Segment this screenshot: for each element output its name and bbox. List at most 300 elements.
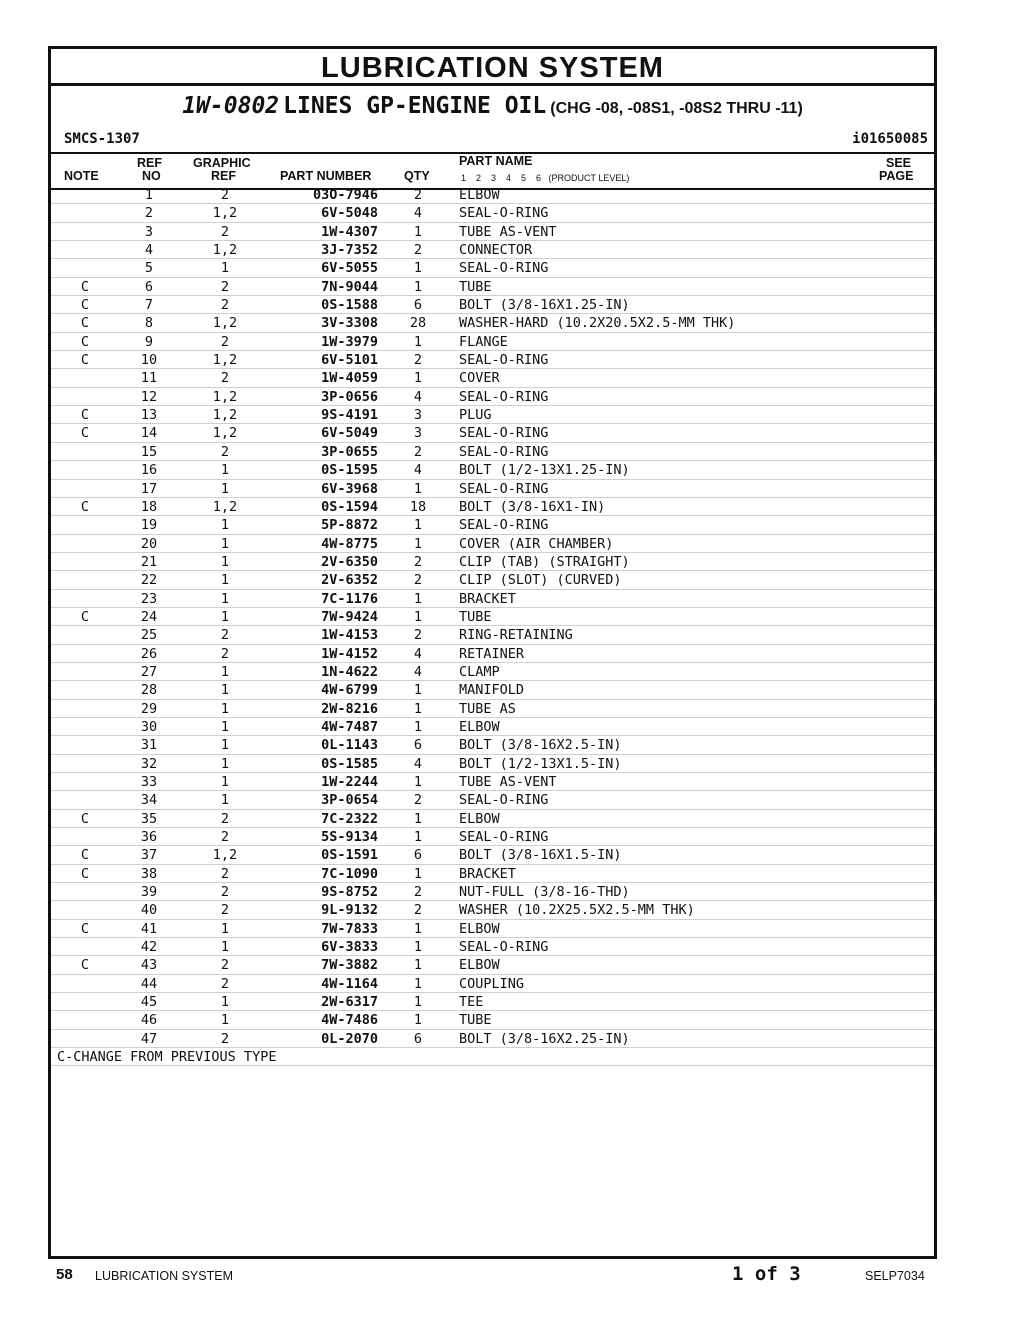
graphic-ref-cell: 1 xyxy=(220,572,230,589)
table-row xyxy=(51,1030,934,1048)
part-name-cell: COUPLING xyxy=(459,975,525,992)
part-name-cell: COVER (AIR CHAMBER) xyxy=(459,535,614,552)
header-qty: QTY xyxy=(404,169,430,183)
part-number-cell: 6V-5048 xyxy=(321,205,378,222)
qty-cell: 18 xyxy=(409,498,427,515)
qty-cell: 1 xyxy=(413,829,423,846)
table-row xyxy=(51,883,934,901)
part-number-cell: 0S-1594 xyxy=(321,498,378,515)
graphic-ref-cell: 2 xyxy=(220,443,230,460)
table-row xyxy=(51,663,934,681)
part-number-cell: 9L-9132 xyxy=(321,902,378,919)
qty-cell: 2 xyxy=(413,902,423,919)
part-name-cell: PLUG xyxy=(459,407,492,424)
header-graphic-top: GRAPHIC xyxy=(193,156,251,170)
note-cell: C xyxy=(80,498,90,515)
ref-no-cell: 39 xyxy=(140,884,158,901)
part-name-cell: SEAL-O-RING xyxy=(459,260,549,277)
ref-no-cell: 11 xyxy=(140,370,158,387)
table-row xyxy=(51,718,934,736)
qty-cell: 1 xyxy=(413,590,423,607)
part-number-cell: 6V-5101 xyxy=(321,352,378,369)
table-row xyxy=(51,901,934,919)
table-row xyxy=(51,1011,934,1029)
part-name-cell: SEAL-O-RING xyxy=(459,425,549,442)
ref-no-cell: 45 xyxy=(140,994,158,1011)
qty-cell: 1 xyxy=(413,608,423,625)
part-name-cell: BOLT (3/8-16X2.5-IN) xyxy=(459,737,622,754)
graphic-ref-cell: 1 xyxy=(220,939,230,956)
part-name-cell: BOLT (1/2-13X1.25-IN) xyxy=(459,462,630,479)
part-number-cell: 3P-0655 xyxy=(321,443,378,460)
qty-cell: 6 xyxy=(413,297,423,314)
part-number-cell: 1W-4152 xyxy=(321,645,378,662)
table-row xyxy=(51,736,934,754)
qty-cell: 4 xyxy=(413,755,423,772)
qty-cell: 1 xyxy=(413,810,423,827)
ref-no-cell: 34 xyxy=(140,792,158,809)
graphic-ref-cell: 2 xyxy=(220,370,230,387)
part-name-cell: SEAL-O-RING xyxy=(459,443,549,460)
graphic-ref-cell: 2 xyxy=(220,957,230,974)
part-number-cell: 9S-4191 xyxy=(321,407,378,424)
ref-no-cell: 23 xyxy=(140,590,158,607)
graphic-ref-cell: 2 xyxy=(220,902,230,919)
part-number-cell: 03O-7946 xyxy=(312,187,378,203)
ref-no-cell: 33 xyxy=(140,774,158,790)
part-number-cell: 6V-5049 xyxy=(321,425,378,442)
note-cell: C xyxy=(80,847,90,864)
table-row xyxy=(51,956,934,974)
note-cell: C xyxy=(80,315,90,332)
ref-no-cell: 21 xyxy=(140,553,158,570)
note-cell: C xyxy=(80,608,90,625)
table-row xyxy=(51,461,934,479)
note-cell: C xyxy=(80,352,90,369)
part-name-cell: MANIFOLD xyxy=(459,682,525,699)
part-name-cell: TEE xyxy=(459,994,484,1011)
table-row xyxy=(51,204,934,222)
section-title: LUBRICATION SYSTEM xyxy=(51,49,934,86)
table-row xyxy=(51,590,934,608)
qty-cell: 2 xyxy=(413,443,423,460)
part-name-cell: CONNECTOR xyxy=(459,242,533,259)
ref-no-cell: 10 xyxy=(140,352,158,369)
part-name-cell: TUBE xyxy=(459,608,492,625)
qty-cell: 1 xyxy=(413,260,423,277)
table-row xyxy=(51,516,934,534)
ref-no-cell: 14 xyxy=(140,425,158,442)
graphic-ref-cell: 2 xyxy=(220,223,230,240)
ref-no-cell: 1 xyxy=(144,187,154,203)
footer-section: LUBRICATION SYSTEM xyxy=(95,1269,233,1283)
part-name-cell: WASHER-HARD (10.2X20.5X2.5-MM THK) xyxy=(459,315,736,332)
ref-no-cell: 30 xyxy=(140,718,158,735)
table-row xyxy=(51,571,934,589)
ref-no-cell: 17 xyxy=(140,480,158,497)
ref-no-cell: 12 xyxy=(140,388,158,405)
part-number-cell: 0S-1585 xyxy=(321,755,378,772)
part-name-cell: SEAL-O-RING xyxy=(459,480,549,497)
part-name-cell: BOLT (3/8-16X2.25-IN) xyxy=(459,1030,630,1047)
smcs-code: SMCS-1307 xyxy=(64,131,140,147)
part-name-cell: ELBOW xyxy=(459,718,500,735)
graphic-ref-cell: 1 xyxy=(220,994,230,1011)
part-name-cell: WASHER (10.2X25.5X2.5-MM THK) xyxy=(459,902,695,919)
ref-no-cell: 42 xyxy=(140,939,158,956)
graphic-ref-cell: 1,2 xyxy=(212,352,238,369)
header-ref-bottom: NO xyxy=(142,169,161,183)
qty-cell: 6 xyxy=(413,737,423,754)
table-row xyxy=(51,406,934,424)
part-name-cell: SEAL-O-RING xyxy=(459,517,549,534)
graphic-ref-cell: 1 xyxy=(220,774,230,790)
qty-cell: 1 xyxy=(413,939,423,956)
part-number-cell: 9S-8752 xyxy=(321,884,378,901)
qty-cell: 3 xyxy=(413,425,423,442)
ref-no-cell: 47 xyxy=(140,1030,158,1047)
ref-no-cell: 6 xyxy=(144,278,154,295)
qty-cell: 1 xyxy=(413,370,423,387)
parts-table xyxy=(51,186,934,1066)
graphic-ref-cell: 1 xyxy=(220,663,230,680)
part-number-cell: 1W-3979 xyxy=(321,333,378,350)
ref-no-cell: 25 xyxy=(140,627,158,644)
part-name-cell: SEAL-O-RING xyxy=(459,829,549,846)
table-row xyxy=(51,498,934,516)
part-name-cell: SEAL-O-RING xyxy=(459,939,549,956)
table-row xyxy=(51,846,934,864)
part-number-cell: 6V-3833 xyxy=(321,939,378,956)
graphic-ref-cell: 2 xyxy=(220,187,230,203)
header-graphic-bottom: REF xyxy=(211,169,236,183)
qty-cell: 1 xyxy=(413,957,423,974)
graphic-ref-cell: 2 xyxy=(220,333,230,350)
table-row xyxy=(51,424,934,442)
sheet-indicator: 1 of 3 xyxy=(732,1263,801,1285)
graphic-ref-cell: 1,2 xyxy=(212,498,238,515)
part-number-cell: 1W-2244 xyxy=(321,774,378,790)
qty-cell: 28 xyxy=(409,315,427,332)
part-number-cell: 6V-5055 xyxy=(321,260,378,277)
ref-no-cell: 8 xyxy=(144,315,154,332)
ref-no-cell: 16 xyxy=(140,462,158,479)
table-row xyxy=(51,828,934,846)
graphic-ref-cell: 1 xyxy=(220,792,230,809)
ref-no-cell: 5 xyxy=(144,260,154,277)
part-name-cell: SEAL-O-RING xyxy=(459,792,549,809)
ref-no-cell: 2 xyxy=(144,205,154,222)
part-number-cell: 2W-8216 xyxy=(321,700,378,717)
graphic-ref-cell: 2 xyxy=(220,810,230,827)
qty-cell: 1 xyxy=(413,333,423,350)
qty-cell: 4 xyxy=(413,205,423,222)
part-number-cell: 4W-6799 xyxy=(321,682,378,699)
part-number-cell: 1W-4307 xyxy=(321,223,378,240)
ref-no-cell: 29 xyxy=(140,700,158,717)
table-row xyxy=(51,791,934,809)
part-name-cell: COVER xyxy=(459,370,500,387)
graphic-ref-cell: 1 xyxy=(220,920,230,937)
graphic-ref-cell: 1 xyxy=(220,718,230,735)
qty-cell: 1 xyxy=(413,480,423,497)
table-row xyxy=(51,810,934,828)
part-number-cell: 0L-2070 xyxy=(321,1030,378,1047)
part-number-cell: 2V-6352 xyxy=(321,572,378,589)
ref-no-cell: 31 xyxy=(140,737,158,754)
table-row xyxy=(51,314,934,332)
table-row xyxy=(51,369,934,387)
group-name: LINES GP-ENGINE OIL xyxy=(283,93,547,119)
qty-cell: 4 xyxy=(413,645,423,662)
qty-cell: 4 xyxy=(413,663,423,680)
table-row xyxy=(51,278,934,296)
part-name-cell: TUBE AS-VENT xyxy=(459,774,557,790)
ref-no-cell: 19 xyxy=(140,517,158,534)
header-product-levels: 1 2 3 4 5 6 (PRODUCT LEVEL) xyxy=(461,173,630,183)
graphic-ref-cell: 1 xyxy=(220,260,230,277)
header-part-name: PART NAME xyxy=(459,154,533,168)
part-name-cell: BRACKET xyxy=(459,865,516,882)
part-name-cell: NUT-FULL (3/8-16-THD) xyxy=(459,884,630,901)
qty-cell: 2 xyxy=(413,553,423,570)
part-number-cell: 3P-0656 xyxy=(321,388,378,405)
part-number-cell: 0S-1588 xyxy=(321,297,378,314)
part-number-cell: 7W-9424 xyxy=(321,608,378,625)
part-number-cell: 4W-8775 xyxy=(321,535,378,552)
table-header xyxy=(51,152,934,190)
part-name-cell: RETAINER xyxy=(459,645,525,662)
part-number-cell: 4W-7487 xyxy=(321,718,378,735)
table-row xyxy=(51,755,934,773)
graphic-ref-cell: 1 xyxy=(220,755,230,772)
qty-cell: 3 xyxy=(413,407,423,424)
table-row xyxy=(51,865,934,883)
ref-no-cell: 26 xyxy=(140,645,158,662)
illustration-id: i01650085 xyxy=(852,131,928,147)
graphic-ref-cell: 2 xyxy=(220,645,230,662)
ref-no-cell: 40 xyxy=(140,902,158,919)
group-number: 1W-0802 xyxy=(182,93,280,119)
qty-cell: 1 xyxy=(413,682,423,699)
table-row xyxy=(51,645,934,663)
qty-cell: 1 xyxy=(413,535,423,552)
ref-no-cell: 46 xyxy=(140,1012,158,1029)
qty-cell: 1 xyxy=(413,994,423,1011)
part-number-cell: 7N-9044 xyxy=(321,278,378,295)
part-number-cell: 0L-1143 xyxy=(321,737,378,754)
graphic-ref-cell: 2 xyxy=(220,829,230,846)
note-cell: C xyxy=(80,920,90,937)
ref-no-cell: 27 xyxy=(140,663,158,680)
graphic-ref-cell: 1,2 xyxy=(212,315,238,332)
ref-no-cell: 3 xyxy=(144,223,154,240)
part-number-cell: 0S-1595 xyxy=(321,462,378,479)
ref-no-cell: 15 xyxy=(140,443,158,460)
graphic-ref-cell: 1 xyxy=(220,535,230,552)
graphic-ref-cell: 1 xyxy=(220,553,230,570)
qty-cell: 1 xyxy=(413,865,423,882)
part-number-cell: 7C-1090 xyxy=(321,865,378,882)
graphic-ref-cell: 1 xyxy=(220,682,230,699)
graphic-ref-cell: 1,2 xyxy=(212,847,238,864)
table-row xyxy=(51,259,934,277)
graphic-ref-cell: 1 xyxy=(220,462,230,479)
part-name-cell: BOLT (3/8-16X1.5-IN) xyxy=(459,847,622,864)
part-name-cell: CLIP (SLOT) (CURVED) xyxy=(459,572,622,589)
note-cell: C xyxy=(80,810,90,827)
graphic-ref-cell: 2 xyxy=(220,1030,230,1047)
table-row xyxy=(51,333,934,351)
part-number-cell: 4W-7486 xyxy=(321,1012,378,1029)
graphic-ref-cell: 2 xyxy=(220,975,230,992)
group-heading xyxy=(51,93,934,119)
part-name-cell: TUBE AS-VENT xyxy=(459,223,557,240)
change-footnote: C-CHANGE FROM PREVIOUS TYPE xyxy=(51,1048,934,1066)
part-number-cell: 6V-3968 xyxy=(321,480,378,497)
table-row xyxy=(51,443,934,461)
table-row xyxy=(51,241,934,259)
ref-no-cell: 41 xyxy=(140,920,158,937)
ref-no-cell: 35 xyxy=(140,810,158,827)
part-name-cell: TUBE xyxy=(459,278,492,295)
part-number-cell: 7C-1176 xyxy=(321,590,378,607)
graphic-ref-cell: 1 xyxy=(220,608,230,625)
header-part-number: PART NUMBER xyxy=(280,169,372,183)
table-row xyxy=(51,553,934,571)
part-name-cell: TUBE AS xyxy=(459,700,516,717)
part-number-cell: 1W-4059 xyxy=(321,370,378,387)
note-cell: C xyxy=(80,407,90,424)
ref-no-cell: 13 xyxy=(140,407,158,424)
part-name-cell: ELBOW xyxy=(459,920,500,937)
table-row xyxy=(51,700,934,718)
qty-cell: 2 xyxy=(413,352,423,369)
table-row xyxy=(51,938,934,956)
ref-no-cell: 43 xyxy=(140,957,158,974)
table-row xyxy=(51,535,934,553)
part-name-cell: BRACKET xyxy=(459,590,516,607)
note-cell: C xyxy=(80,865,90,882)
graphic-ref-cell: 2 xyxy=(220,627,230,644)
table-row xyxy=(51,975,934,993)
qty-cell: 6 xyxy=(413,1030,423,1047)
part-number-cell: 3P-0654 xyxy=(321,792,378,809)
ref-no-cell: 9 xyxy=(144,333,154,350)
part-name-cell: FLANGE xyxy=(459,333,508,350)
part-number-cell: 2V-6350 xyxy=(321,553,378,570)
graphic-ref-cell: 2 xyxy=(220,865,230,882)
qty-cell: 1 xyxy=(413,920,423,937)
page-frame xyxy=(48,46,937,1259)
qty-cell: 1 xyxy=(413,718,423,735)
table-row xyxy=(51,296,934,314)
graphic-ref-cell: 1,2 xyxy=(212,407,238,424)
qty-cell: 1 xyxy=(413,223,423,240)
table-row xyxy=(51,681,934,699)
table-row xyxy=(51,388,934,406)
ref-no-cell: 4 xyxy=(144,242,154,259)
header-note: NOTE xyxy=(64,169,99,183)
graphic-ref-cell: 1 xyxy=(220,700,230,717)
ref-no-cell: 20 xyxy=(140,535,158,552)
part-name-cell: SEAL-O-RING xyxy=(459,388,549,405)
ref-no-cell: 22 xyxy=(140,572,158,589)
ref-no-cell: 32 xyxy=(140,755,158,772)
graphic-ref-cell: 2 xyxy=(220,278,230,295)
qty-cell: 2 xyxy=(413,187,423,203)
ref-no-cell: 44 xyxy=(140,975,158,992)
ref-no-cell: 28 xyxy=(140,682,158,699)
qty-cell: 2 xyxy=(413,242,423,259)
table-row xyxy=(51,993,934,1011)
part-number-cell: 3V-3308 xyxy=(321,315,378,332)
qty-cell: 1 xyxy=(413,975,423,992)
part-name-cell: TUBE xyxy=(459,1012,492,1029)
qty-cell: 2 xyxy=(413,627,423,644)
part-name-cell: RING-RETAINING xyxy=(459,627,573,644)
graphic-ref-cell: 1,2 xyxy=(212,425,238,442)
table-row xyxy=(51,186,934,204)
graphic-ref-cell: 1,2 xyxy=(212,205,238,222)
ref-no-cell: 36 xyxy=(140,829,158,846)
qty-cell: 6 xyxy=(413,847,423,864)
page-number: 58 xyxy=(56,1266,73,1283)
note-cell: C xyxy=(80,278,90,295)
qty-cell: 1 xyxy=(413,517,423,534)
table-row xyxy=(51,351,934,369)
table-row xyxy=(51,920,934,938)
table-row xyxy=(51,608,934,626)
qty-cell: 4 xyxy=(413,462,423,479)
part-number-cell: 4W-1164 xyxy=(321,975,378,992)
qty-cell: 2 xyxy=(413,884,423,901)
graphic-ref-cell: 1,2 xyxy=(212,388,238,405)
part-name-cell: SEAL-O-RING xyxy=(459,205,549,222)
part-number-cell: 5S-9134 xyxy=(321,829,378,846)
table-row xyxy=(51,626,934,644)
ref-no-cell: 24 xyxy=(140,608,158,625)
part-number-cell: 0S-1591 xyxy=(321,847,378,864)
qty-cell: 4 xyxy=(413,388,423,405)
publication-number: SELP7034 xyxy=(865,1269,925,1283)
part-number-cell: 1W-4153 xyxy=(321,627,378,644)
graphic-ref-cell: 1 xyxy=(220,1012,230,1029)
table-row xyxy=(51,480,934,498)
graphic-ref-cell: 1,2 xyxy=(212,242,238,259)
header-see-bottom: PAGE xyxy=(879,169,914,183)
part-name-cell: ELBOW xyxy=(459,187,500,203)
part-name-cell: BOLT (3/8-16X1.25-IN) xyxy=(459,297,630,314)
part-name-cell: CLAMP xyxy=(459,663,500,680)
ref-no-cell: 7 xyxy=(144,297,154,314)
graphic-ref-cell: 2 xyxy=(220,884,230,901)
graphic-ref-cell: 2 xyxy=(220,297,230,314)
part-name-cell: BOLT (3/8-16X1-IN) xyxy=(459,498,606,515)
qty-cell: 1 xyxy=(413,700,423,717)
note-cell: C xyxy=(80,957,90,974)
table-row xyxy=(51,223,934,241)
note-cell: C xyxy=(80,297,90,314)
ref-no-cell: 37 xyxy=(140,847,158,864)
part-name-cell: ELBOW xyxy=(459,810,500,827)
serial-range: (CHG -08, -08S1, -08S2 THRU -11) xyxy=(550,100,803,117)
part-name-cell: BOLT (1/2-13X1.5-IN) xyxy=(459,755,622,772)
graphic-ref-cell: 1 xyxy=(220,737,230,754)
table-row xyxy=(51,773,934,791)
header-ref-top: REF xyxy=(137,156,162,170)
graphic-ref-cell: 1 xyxy=(220,590,230,607)
